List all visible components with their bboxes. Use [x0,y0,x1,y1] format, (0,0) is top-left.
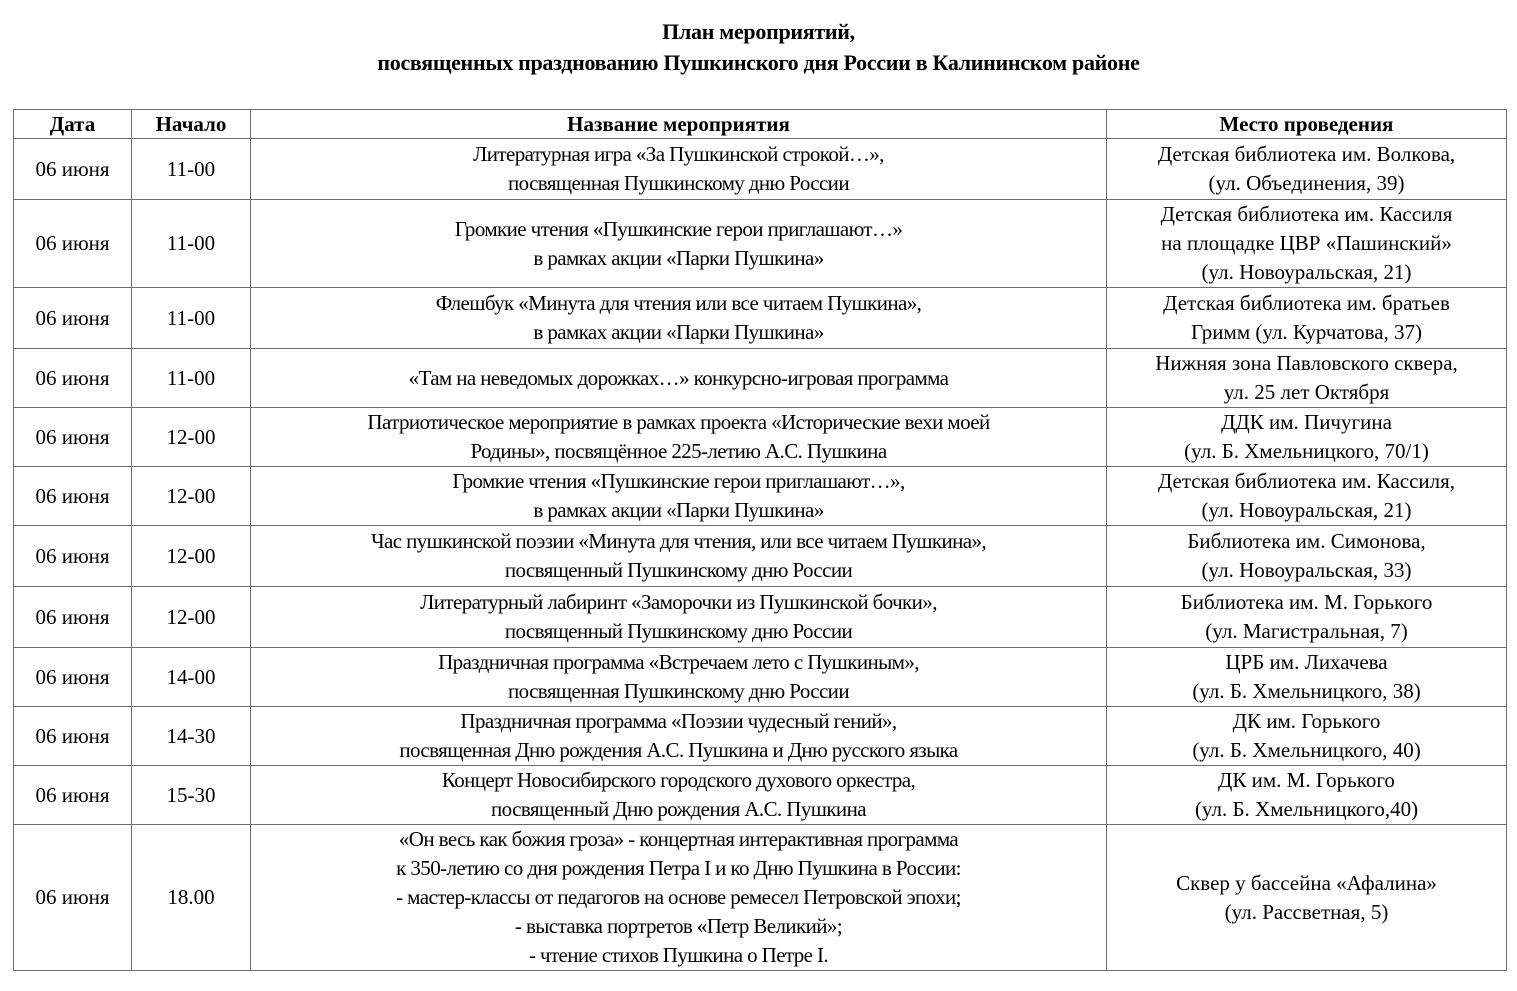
event-name-line: в рамках акции «Парки Пушкина» [533,245,824,270]
cell-event-name [251,825,1107,971]
venue-line: Библиотека им. М. Горького [1180,590,1433,614]
event-name-line: посвященный Пушкинскому дню России [504,619,853,643]
table-row [14,139,1507,200]
cell-start-time: 11-00 [132,139,251,200]
event-name-line: Час пушкинской поэзии «Минута для чтения, или все читаем Пушкина», [370,529,987,553]
cell-start-time: 14-00 [132,648,251,707]
cell-date: 06 июня [14,408,132,467]
venue-line: Детская библиотека им. братьев [1163,291,1450,315]
venue-line: Библиотека им. Симонова, [1187,529,1426,553]
cell-date: 06 июня [14,825,132,971]
cell-venue [1107,825,1507,971]
cell-event-name [251,648,1107,707]
events-table [13,109,1507,971]
venue-line: (ул. Б. Хмельницкого,40) [1194,797,1419,821]
event-name-line: Концерт Новосибирского городского духового оркестра, [441,768,916,792]
cell-venue [1107,139,1507,200]
cell-date: 06 июня [14,707,132,766]
cell-event-name [251,707,1107,766]
cell-venue [1107,288,1507,349]
cell-start-time: 18.00 [132,825,251,971]
cell-event-name [251,467,1107,526]
header-event-name: Название мероприятия [251,110,1107,139]
venue-line: (ул. Объединения, 39) [1208,171,1405,195]
cell-start-time: 12-00 [132,467,251,526]
cell-event-name [251,408,1107,467]
cell-start-time: 15-30 [132,766,251,825]
cell-venue [1107,200,1507,288]
table-row [14,526,1507,587]
venue-line: ЦРБ им. Лихачева [1225,650,1388,674]
cell-start-time: 11-00 [132,200,251,288]
venue-line: (ул. Б. Хмельницкого, 70/1) [1184,439,1429,463]
cell-date: 06 июня [14,200,132,288]
event-name-line: в рамках акции «Парки Пушкина» [533,320,824,344]
cell-date: 06 июня [14,766,132,825]
event-name-line: к 350-летию со дня рождения Петра I и ко Дню Пушкина в России: [396,856,961,880]
cell-start-time: 12-00 [132,408,251,467]
cell-start-time: 14-30 [132,707,251,766]
cell-start-time: 11-00 [132,288,251,349]
cell-venue [1107,349,1507,408]
event-name-line: посвященная Дню рождения А.С. Пушкина и Дню русского языка [399,738,958,762]
cell-event-name [251,526,1107,587]
cell-event-name [251,288,1107,349]
table-row [14,288,1507,349]
event-name-line: - чтение стихов Пушкина о Петре I. [528,943,829,967]
event-name-line: в рамках акции «Парки Пушкина» [533,498,824,522]
table-row [14,825,1507,971]
cell-event-name [251,587,1107,648]
venue-line: ул. 25 лет Октября [1223,380,1390,404]
cell-start-time: 12-00 [132,526,251,587]
venue-line: (ул. Магистральная, 7) [1205,619,1408,643]
cell-venue [1107,707,1507,766]
cell-date: 06 июня [14,349,132,408]
event-name-line: Флешбук «Минута для чтения или все читаем Пушкина», [435,291,922,315]
event-name-line: - мастер-классы от педагогов на основе ремесел Петровской эпохи; [396,885,961,909]
event-name-line: Литературный лабиринт «Заморочки из Пушкинской бочки», [420,590,937,614]
venue-line: (ул. Рассветная, 5) [1224,899,1389,924]
cell-venue [1107,766,1507,825]
cell-date: 06 июня [14,288,132,349]
cell-event-name [251,139,1107,200]
document-title [0,16,1517,78]
venue-line: Гримм (ул. Курчатова, 37) [1190,320,1423,344]
cell-event-name [251,200,1107,288]
venue-line: на площадке ЦВР «Пашинский» [1161,231,1452,255]
event-name-line: Праздничная программа «Поэзии чудесный гений», [460,709,897,733]
venue-line: (ул. Б. Хмельницкого, 40) [1192,738,1421,762]
cell-event-name [251,349,1107,408]
cell-venue [1107,587,1507,648]
table-row [14,467,1507,526]
venue-line: Детская библиотека им. Кассиля, [1157,469,1456,493]
cell-start-time: 11-00 [132,349,251,408]
event-name-line: Патриотическое мероприятие в рамках проекта «Исторические вехи моей [367,410,990,434]
event-name-line: Громкие чтения «Пушкинские герои приглашают…», [452,469,905,493]
cell-event-name [251,766,1107,825]
event-name-line: посвященная Пушкинскому дню России [508,171,849,195]
table-row [14,200,1507,288]
table-body [14,139,1507,971]
title-line-1: План мероприятий, [662,19,855,44]
event-name-line: Громкие чтения «Пушкинские герои приглашают…» [454,216,903,241]
event-name-line: Родины», посвящённое 225-летию А.С. Пушкина [470,439,887,463]
event-name-line: посвященный Пушкинскому дню России [504,558,853,582]
venue-line: (ул. Новоуральская, 21) [1201,498,1412,522]
event-name-line: Праздничная программа «Встречаем лето с Пушкиным», [438,650,919,674]
cell-date: 06 июня [14,587,132,648]
cell-start-time: 12-00 [132,587,251,648]
event-name-line: «Там на неведомых дорожках…» конкурсно-игровая программа [408,365,949,390]
table-row [14,349,1507,408]
venue-line: Нижняя зона Павловского сквера, [1155,351,1458,375]
cell-venue [1107,648,1507,707]
venue-line: Детская библиотека им. Волкова, [1157,142,1456,166]
cell-venue [1107,526,1507,587]
table-row [14,587,1507,648]
event-name-line: посвященный Дню рождения А.С. Пушкина [491,797,866,821]
cell-venue [1107,408,1507,467]
header-venue: Место проведения [1107,110,1507,139]
venue-line: (ул. Б. Хмельницкого, 38) [1192,679,1421,703]
venue-line: (ул. Новоуральская, 33) [1201,558,1412,582]
cell-date: 06 июня [14,467,132,526]
event-name-line: Литературная игра «За Пушкинской строкой…», [473,142,884,166]
cell-venue [1107,467,1507,526]
cell-date: 06 июня [14,139,132,200]
header-start: Начало [132,110,251,139]
table-row [14,648,1507,707]
event-name-line: «Он весь как божия гроза» - концертная интерактивная программа [398,827,959,851]
venue-line: Сквер у бассейна «Афалина» [1176,870,1437,895]
header-date: Дата [14,110,132,139]
cell-date: 06 июня [14,526,132,587]
venue-line: ДДК им. Пичугина [1221,410,1392,434]
venue-line: (ул. Новоуральская, 21) [1201,260,1412,284]
table-row [14,766,1507,825]
event-name-line: - выставка портретов «Петр Великий»; [514,914,843,938]
table-header-row [14,110,1507,139]
venue-line: Детская библиотека им. Кассиля [1160,202,1453,226]
table-row [14,408,1507,467]
venue-line: ДК им. Горького [1232,709,1381,733]
title-line-2: посвященных празднованию Пушкинского дня России в Калининском районе [377,50,1140,75]
event-name-line: посвященная Пушкинскому дню России [508,679,849,703]
venue-line: ДК им. М. Горького [1218,768,1395,792]
table-row [14,707,1507,766]
cell-date: 06 июня [14,648,132,707]
